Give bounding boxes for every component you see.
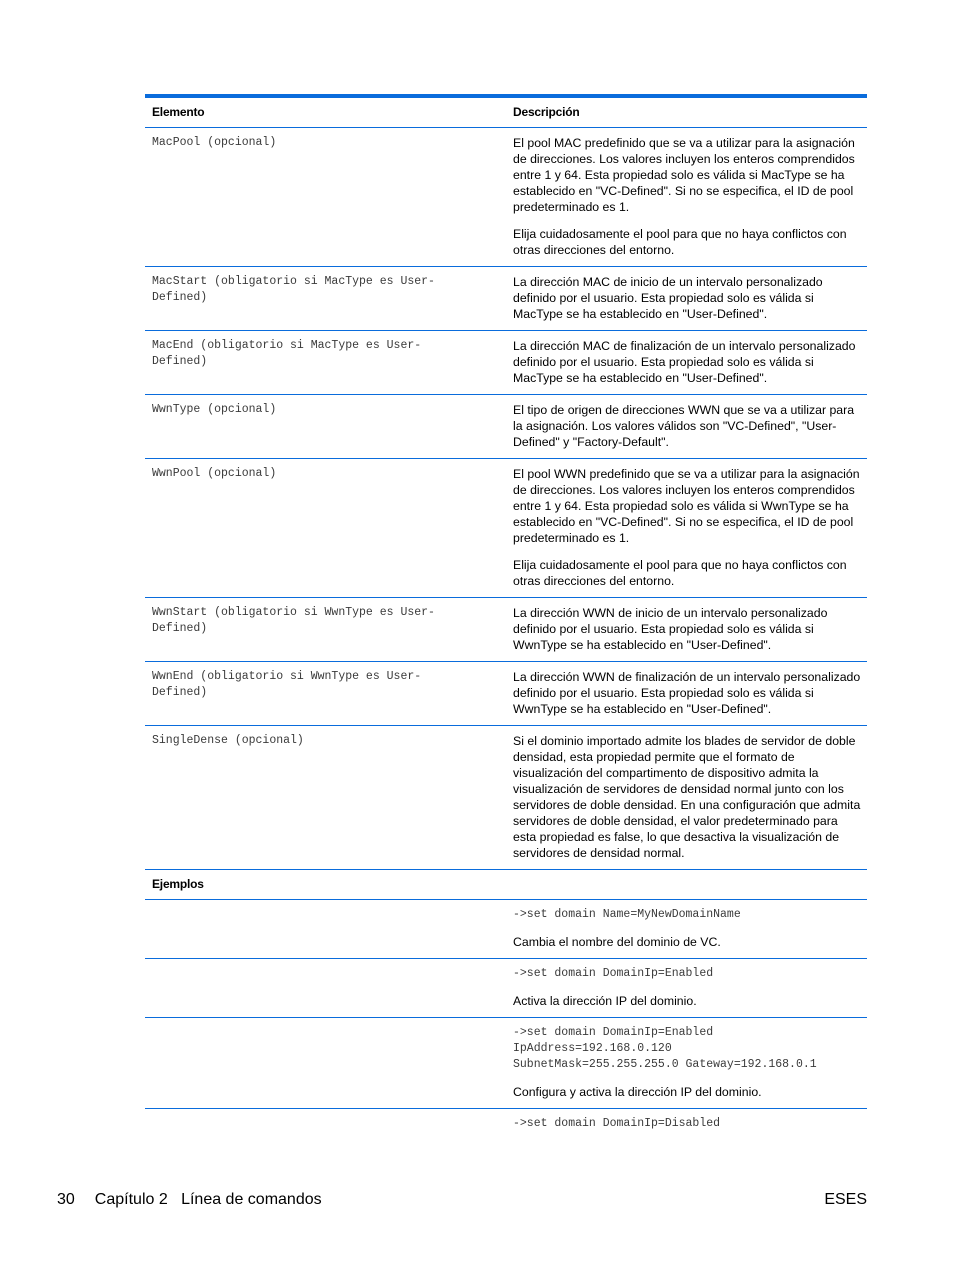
- example-content: [506, 1109, 867, 1140]
- example-description: Configura y activa la dirección IP del dominio.: [513, 1085, 762, 1099]
- element-name: WwnEnd (obligatorio si WwnType es User- Defined): [152, 670, 422, 699]
- description-paragraph: Elija cuidadosamente el pool para que no haya conflictos con otras direcciones del entorno.: [513, 227, 847, 257]
- description-paragraph: El pool WWN predefinido que se va a utilizar para la asignación de direcciones. Los valores incluyen los enteros comprendidos entre 1 y 64. Esta propiedad solo es válida si WwnType se ha establecido en "VC-Defined". Si no se especifica, el ID de pool predeterminado es 1.: [513, 467, 860, 545]
- example-rows: [145, 900, 867, 1140]
- page-footer: [57, 1191, 867, 1209]
- footer-language: ESES: [824, 1191, 867, 1208]
- examples-header-row: [145, 870, 867, 900]
- element-description: [506, 662, 867, 725]
- example-command: ->set domain Name=MyNewDomainName: [513, 908, 741, 921]
- table-row: [145, 331, 867, 395]
- table-row: [145, 128, 867, 267]
- example-row: [145, 900, 867, 959]
- table-row: [145, 726, 867, 870]
- example-content: [506, 900, 867, 958]
- examples-label: Ejemplos: [152, 877, 204, 891]
- description-paragraph: Elija cuidadosamente el pool para que no haya conflictos con otras direcciones del entorno.: [513, 558, 847, 588]
- example-command: ->set domain DomainIp=Disabled: [513, 1117, 721, 1130]
- table-row: [145, 662, 867, 726]
- element-name: WwnType (opcional): [152, 403, 277, 416]
- element-name: MacPool (opcional): [152, 136, 277, 149]
- properties-table: [145, 94, 867, 1140]
- example-row: [145, 1018, 867, 1109]
- element-name: MacEnd (obligatorio si MacType es User- Defined): [152, 339, 422, 368]
- table-row: [145, 395, 867, 459]
- example-empty-cell: [145, 959, 506, 1017]
- description-paragraph: La dirección WWN de inicio de un intervalo personalizado definido por el usuario. Esta propiedad solo es válida si WwnType se ha establecido en "User-Defined".: [513, 606, 828, 652]
- description-paragraph: El tipo de origen de direcciones WWN que se va a utilizar para la asignación. Los valores válidos son "VC-Defined", "User-Defined" y "Factory-Default".: [513, 403, 855, 449]
- element-description: [506, 395, 867, 458]
- table-row: [145, 267, 867, 331]
- description-paragraph: Si el dominio importado admite los blades de servidor de doble densidad, esta propiedad permite que el formato de visualización del compartimento de dispositivo admita la visualización de servidores de densidad normal junto con los servidores de doble densidad. En una configuración que admita servidores de doble densidad, el valor predeterminado para esta propiedad es false, lo que desactiva la visualización de servidores de densidad normal.: [513, 734, 861, 860]
- examples-header-empty: [506, 870, 867, 899]
- element-description: [506, 267, 867, 330]
- element-description: [506, 726, 867, 869]
- table-row: [145, 598, 867, 662]
- example-description: Cambia el nombre del dominio de VC.: [513, 935, 721, 949]
- header-description: Descripción: [513, 105, 580, 119]
- example-command: ->set domain DomainIp=Enabled IpAddress=192.168.0.120 SubnetMask=255.255.255.0 Gateway=192.168.0.1: [513, 1026, 817, 1071]
- element-name: WwnStart (obligatorio si WwnType es User- Defined): [152, 606, 435, 635]
- element-name: MacStart (obligatorio si MacType es User- Defined): [152, 275, 435, 304]
- example-empty-cell: [145, 1109, 506, 1140]
- description-paragraph: El pool MAC predefinido que se va a utilizar para la asignación de direcciones. Los valores incluyen los enteros comprendidos entre 1 y 64. Esta propiedad solo es válida si MacType se ha establecido en "VC-Defined". Si no se especifica, el ID de pool predeterminado es 1.: [513, 136, 855, 214]
- description-paragraph: La dirección MAC de finalización de un intervalo personalizado definido por el usuario. Esta propiedad solo es válida si MacType se ha establecido en "User-Defined".: [513, 339, 856, 385]
- table-row: [145, 459, 867, 598]
- example-command: ->set domain DomainIp=Enabled: [513, 967, 714, 980]
- table-header-row: [145, 98, 867, 128]
- footer-left: [57, 1191, 322, 1209]
- header-element: Elemento: [152, 105, 205, 119]
- property-rows: [145, 128, 867, 870]
- element-description: [506, 598, 867, 661]
- element-name: SingleDense (opcional): [152, 734, 304, 747]
- example-content: [506, 1018, 867, 1108]
- description-paragraph: La dirección WWN de finalización de un intervalo personalizado definido por el usuario. Esta propiedad solo es válida si WwnType se ha establecido en "User-Defined".: [513, 670, 861, 716]
- example-empty-cell: [145, 1018, 506, 1108]
- example-description: Activa la dirección IP del dominio.: [513, 994, 697, 1008]
- chapter-title: Capítulo 2 Línea de comandos: [94, 1191, 322, 1208]
- element-name: WwnPool (opcional): [152, 467, 277, 480]
- page-number: 30: [57, 1191, 75, 1208]
- example-content: [506, 959, 867, 1017]
- element-description: [506, 331, 867, 394]
- element-description: [506, 128, 867, 266]
- description-paragraph: La dirección MAC de inicio de un intervalo personalizado definido por el usuario. Esta propiedad solo es válida si MacType se ha establecido en "User-Defined".: [513, 275, 823, 321]
- example-row: [145, 959, 867, 1018]
- example-row: [145, 1109, 867, 1140]
- element-description: [506, 459, 867, 597]
- example-empty-cell: [145, 900, 506, 958]
